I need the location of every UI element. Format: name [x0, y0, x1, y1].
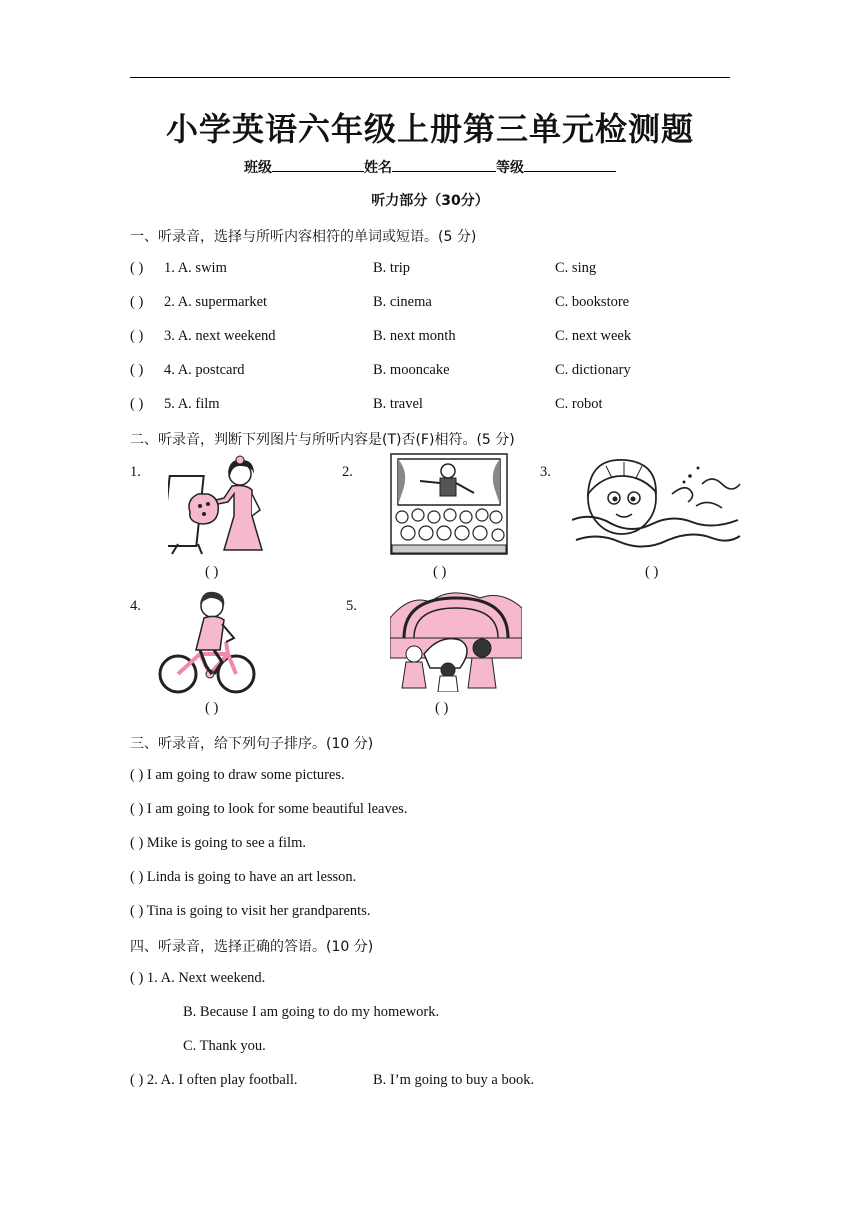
answer-paren[interactable]: ( )	[433, 564, 447, 580]
student-info-line	[0, 157, 860, 177]
class-blank[interactable]	[272, 159, 364, 172]
listening-part-title: 听力部分（30分）	[371, 193, 489, 209]
boy-cycling-picture	[156, 588, 258, 696]
ordering-sentence[interactable]: ( ) Tina is going to visit her grandparents.	[130, 903, 371, 919]
picture-number: 4.	[130, 598, 141, 614]
answer-paren[interactable]: ( )	[130, 328, 144, 344]
answer-paren[interactable]: ( )	[130, 362, 144, 378]
ordering-sentence[interactable]: ( ) Linda is going to have an art lesson.	[130, 869, 357, 885]
option-a: 3. A. next weekend	[164, 328, 276, 344]
answer-paren[interactable]: ( )	[205, 564, 219, 580]
option-c: C. next week	[555, 328, 632, 344]
class-label: 班级	[244, 160, 272, 176]
girl-painting-picture	[168, 454, 270, 556]
s1-row-1	[130, 260, 143, 277]
option-b: B. cinema	[373, 294, 432, 310]
option-c: C. robot	[555, 396, 603, 412]
section3-heading: 三、听录音，给下列句子排序。(10 分)	[130, 736, 374, 752]
picture-number: 3.	[540, 464, 551, 480]
top-rule	[130, 77, 730, 78]
family-visiting-picture	[390, 588, 522, 692]
answer-paren[interactable]: ( )	[205, 700, 219, 716]
grade-label: 等级	[496, 160, 524, 176]
q2-option-a[interactable]: ( ) 2. A. I often play football.	[130, 1072, 298, 1088]
section2-heading: 二、听录音，判断下列图片与所听内容是(T)否(F)相符。(5 分)	[130, 432, 515, 448]
section1-heading: 一、听录音，选择与所听内容相符的单词或短语。(5 分)	[130, 229, 477, 245]
ordering-sentence[interactable]: ( ) I am going to draw some pictures.	[130, 767, 345, 783]
name-label: 姓名	[364, 160, 392, 176]
option-c: C. bookstore	[555, 294, 630, 310]
option-c: C. sing	[555, 260, 597, 276]
grade-blank[interactable]	[524, 159, 616, 172]
answer-paren[interactable]: ( )	[435, 700, 449, 716]
section4-heading: 四、听录音，选择正确的答语。(10 分)	[130, 939, 374, 955]
option-b: B. mooncake	[373, 362, 450, 378]
page-title: 小学英语六年级上册第三单元检测题	[165, 110, 694, 148]
q1-option-b: B. Because I am going to do my homework.	[183, 1004, 440, 1020]
option-b: B. next month	[373, 328, 456, 344]
ordering-sentence[interactable]: ( ) Mike is going to see a film.	[130, 835, 306, 851]
option-b: B. travel	[373, 396, 423, 412]
answer-paren[interactable]: ( )	[130, 396, 144, 412]
answer-paren[interactable]: ( )	[130, 294, 144, 310]
q1-option-a[interactable]: ( ) 1. A. Next weekend.	[130, 970, 266, 986]
name-blank[interactable]	[392, 159, 496, 172]
answer-paren[interactable]: ( )	[645, 564, 659, 580]
boy-swimming-picture	[572, 454, 742, 558]
picture-number: 1.	[130, 464, 141, 480]
option-c: C. dictionary	[555, 362, 631, 378]
ordering-sentence[interactable]: ( ) I am going to look for some beautiful leaves.	[130, 801, 408, 817]
option-a: 2. A. supermarket	[164, 294, 268, 310]
q2-option-b: B. I’m going to buy a book.	[373, 1072, 535, 1088]
q1-option-c: C. Thank you.	[183, 1038, 266, 1054]
option-b: B. trip	[373, 260, 411, 276]
answer-paren[interactable]: ( )	[130, 260, 144, 276]
picture-number: 5.	[346, 598, 357, 614]
cinema-audience-picture	[390, 453, 508, 555]
option-a: 1. A. swim	[164, 260, 227, 276]
picture-number: 2.	[342, 464, 353, 480]
option-a: 4. A. postcard	[164, 362, 245, 378]
option-a: 5. A. film	[164, 396, 220, 412]
